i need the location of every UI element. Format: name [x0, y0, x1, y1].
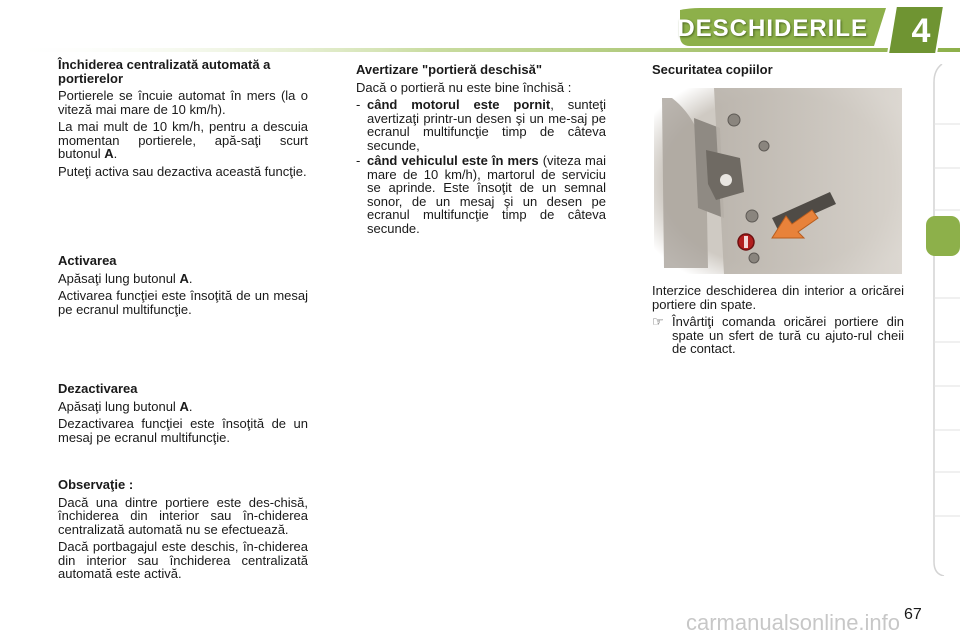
activation-p2: Activarea funcţiei este însoţită de un mesaj pe ecranul multifuncţie. [58, 288, 308, 317]
child-safety-p1: Interzice deschiderea din interior a oricărei portiere din spate. [652, 283, 904, 312]
central-locking-p3: Puteţi activa sau dezactiva această funcţie. [58, 163, 307, 179]
note-p1: Dacă una dintre portiere este des-chisă, închiderea din interior sau în-chiderea centralizată automată nu se efectuează. [58, 494, 308, 537]
central-locking-heading: Închiderea centralizată automată a portierelor [58, 57, 271, 86]
central-locking-p1: Portierele se încuie automat în mers (la o viteză mai mare de 10 km/h). [58, 88, 308, 117]
child-safety-instruction: Învârtiţi comanda oricărei portiere din spate un sfert de tură cu ajuto-rul cheii de contact. [672, 314, 904, 356]
section-central-locking [58, 58, 308, 182]
note-heading: Observaţie : [58, 477, 134, 492]
button-a-ref: A [179, 398, 189, 414]
button-a-ref: A [179, 270, 189, 286]
section-activation [58, 254, 308, 320]
deactivation-heading: Dezactivarea [58, 381, 138, 396]
deactivation-p2: Dezactivarea funcţiei este însoţită de un mesaj pe ecranul multifuncţie. [58, 416, 308, 445]
central-locking-p2: La mai mult de 10 km/h, pentru a descuia momentan portierele, apă-saţi scurt butonul A. [58, 119, 308, 161]
note-p2: Dacă portbagajul este deschis, în-chiderea din interior sau închiderea centralizată automată este activă. [58, 539, 308, 581]
deactivation-p1: Apăsaţi lung butonul A. [58, 398, 193, 414]
list-item: - când motorul este pornit, sunteţi avertizaţi printr-un desen şi un me-saj pe ecranul multifuncţie timp de câteva secunde, [356, 97, 606, 153]
door-open-warning-intro: Dacă o portieră nu este bine închisă : [356, 79, 572, 95]
right-column-text [652, 284, 904, 358]
hand-pointer-icon: ☞ [652, 314, 664, 329]
button-a-ref: A [104, 146, 114, 161]
section-note [58, 478, 308, 585]
child-safety-heading: Securitatea copiilor [652, 62, 773, 77]
list-item [652, 315, 904, 356]
child-lock-photo [654, 88, 902, 274]
section-deactivation [58, 382, 308, 448]
chapter-side-tabs [924, 64, 960, 576]
door-open-warning-heading: Avertizare "portieră deschisă" [356, 62, 542, 77]
watermark: carmanualsonline.info [686, 610, 901, 635]
right-column-heading [652, 63, 904, 81]
chapter-number: 4 [911, 11, 931, 50]
page-number: 67 [904, 606, 922, 623]
list-item: - când vehiculul este în mers (viteza mai mare de 10 km/h), martorul de serviciu se aprinde. Este însoţit de un semnal sonor, de un mesaj şi un desen pe ecranul multifuncţie timp de câteva secunde. [356, 153, 606, 236]
chapter-title: DESCHIDERILE [677, 15, 868, 42]
middle-column [356, 63, 606, 237]
activation-p1: Apăsaţi lung butonul A. [58, 270, 193, 286]
activation-heading: Activarea [58, 253, 117, 268]
